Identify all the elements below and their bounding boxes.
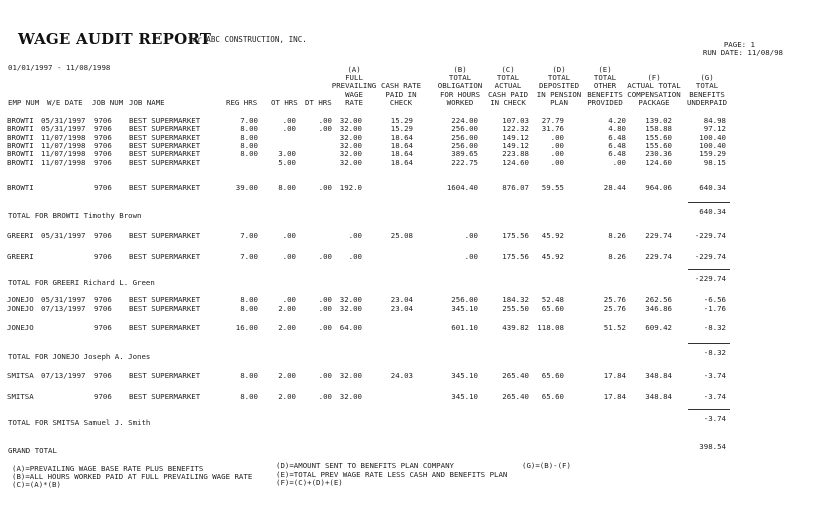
- cell-date: 11/07/1998: [41, 158, 86, 167]
- cell-c: 255.50: [502, 304, 529, 313]
- employee-total-label: TOTAL FOR BROWTI Timothy Brown: [8, 211, 142, 220]
- cell-cash-rate: 23.04: [390, 295, 413, 304]
- cell-date: 11/07/1998: [41, 149, 86, 158]
- header-a-line: FULL: [345, 73, 363, 83]
- cell-emp: SMITSA: [7, 371, 34, 380]
- cell-c: 876.07: [502, 183, 529, 192]
- cell-b: 345.10: [451, 304, 478, 313]
- cell-reg-hrs: 7.00: [240, 252, 258, 261]
- cell-b: 1604.40: [446, 183, 478, 192]
- cell-e: 17.84: [603, 371, 626, 380]
- cell-g: 100.40: [699, 133, 726, 142]
- cell-job-name: BEST SUPERMARKET: [129, 183, 201, 192]
- cell-job-name: BEST SUPERMARKET: [129, 149, 201, 158]
- cell-job: 9706: [94, 183, 112, 192]
- cell-emp: BROWTI: [7, 116, 34, 125]
- cell-g: 84.98: [703, 116, 726, 125]
- cell-g: 100.40: [699, 141, 726, 150]
- cell-job: 9706: [94, 295, 112, 304]
- employee-total-value: 640.34: [699, 207, 726, 216]
- cell-d: 27.79: [541, 116, 564, 125]
- legend-a: (A)=PREVAILING WAGE BASE RATE PLUS BENEFITS: [12, 464, 204, 473]
- cell-job: 9706: [94, 133, 112, 142]
- cell-d: 65.60: [541, 304, 564, 313]
- cell-e: 25.76: [603, 304, 626, 313]
- cell-job: 9706: [94, 371, 112, 380]
- header-d-line: (D): [552, 64, 566, 74]
- cell-b: 256.00: [451, 141, 478, 150]
- cell-job-name: BEST SUPERMARKET: [129, 141, 201, 150]
- header-c-line: ACTUAL: [494, 81, 522, 91]
- cell-cash-rate: 24.03: [390, 371, 413, 380]
- cell-job: 9706: [94, 304, 112, 313]
- cell-b: 601.10: [451, 323, 478, 332]
- total-rule: [688, 409, 730, 410]
- cell-job: 9706: [94, 116, 112, 125]
- cell-job-name: BEST SUPERMARKET: [129, 304, 201, 313]
- cell-reg-hrs: 7.00: [240, 116, 258, 125]
- cell-dt-hrs: .00: [318, 392, 332, 401]
- cell-c: 184.32: [502, 295, 529, 304]
- cell-b: 256.00: [451, 295, 478, 304]
- cell-ot-hrs: .00: [282, 231, 296, 240]
- cell-dt-hrs: .00: [318, 116, 332, 125]
- cell-e: 6.48: [608, 133, 626, 142]
- cell-rate: 64.00: [339, 323, 362, 332]
- cell-emp: SMITSA: [7, 392, 34, 401]
- cell-ot-hrs: 2.00: [278, 323, 296, 332]
- company-name: for ABC CONSTRUCTION, INC.: [188, 35, 307, 44]
- legend-g: (G)=(B)-(F): [522, 461, 571, 470]
- cell-rate: 32.00: [339, 304, 362, 313]
- header-d-line: PLAN: [550, 98, 568, 107]
- header-f-line: PACKAGE: [638, 98, 670, 107]
- employee-total-label: TOTAL FOR SMITSA Samuel J. Smith: [8, 418, 151, 427]
- cell-job-name: BEST SUPERMARKET: [129, 323, 201, 332]
- cell-c: 175.56: [502, 252, 529, 261]
- header-d-line: DEPOSITED: [538, 81, 580, 91]
- legend-f: (F)=(C)+(D)+(E): [276, 478, 343, 487]
- run-date: RUN DATE: 11/08/98: [702, 48, 783, 57]
- cell-e: 25.76: [603, 295, 626, 304]
- header-g-line: UNDERPAID: [686, 98, 728, 107]
- cell-e: 6.48: [608, 149, 626, 158]
- header-f-line: ACTUAL TOTAL: [627, 81, 681, 91]
- cell-e: 6.48: [608, 141, 626, 150]
- cell-g: 98.15: [703, 158, 726, 167]
- cell-dt-hrs: .00: [318, 124, 332, 133]
- cell-job: 9706: [94, 158, 112, 167]
- cell-job: 9706: [94, 149, 112, 158]
- cell-d: .00: [550, 158, 564, 167]
- cell-f: 262.56: [645, 295, 672, 304]
- cell-ot-hrs: 5.00: [278, 158, 296, 167]
- header-job-name: JOB NAME: [129, 98, 165, 107]
- header-f-line: COMPENSATION: [627, 89, 681, 99]
- cell-reg-hrs: 8.00: [240, 149, 258, 158]
- cell-dt-hrs: .00: [318, 252, 332, 261]
- cell-reg-hrs: 8.00: [240, 304, 258, 313]
- employee-total-label: TOTAL FOR GREERI Richard L. Green: [8, 278, 155, 287]
- cell-g: -229.74: [694, 252, 726, 261]
- header-b-line: FOR HOURS: [439, 89, 481, 99]
- legend-e: (E)=TOTAL PREV WAGE RATE LESS CASH AND BENEFITS PLAN: [276, 470, 508, 479]
- cell-job: 9706: [94, 252, 112, 261]
- cell-job-name: BEST SUPERMARKET: [129, 392, 201, 401]
- cell-f: 964.06: [645, 183, 672, 192]
- cell-g: -229.74: [694, 231, 726, 240]
- cell-b: .00: [464, 231, 478, 240]
- header-cash-rate-line: PAID IN: [385, 89, 417, 99]
- header-f-line: (F): [647, 73, 661, 83]
- cell-g: -1.76: [703, 304, 726, 313]
- cell-e: 17.84: [603, 392, 626, 401]
- cell-job-name: BEST SUPERMARKET: [129, 295, 201, 304]
- cell-ot-hrs: .00: [282, 252, 296, 261]
- cell-g: -8.32: [703, 323, 726, 332]
- cell-e: .00: [612, 158, 626, 167]
- total-rule: [688, 269, 730, 270]
- header-g-line: (G): [700, 73, 714, 83]
- header-a-line: (A): [347, 64, 361, 74]
- cell-f: 346.86: [645, 304, 672, 313]
- total-rule: [688, 343, 730, 344]
- cell-e: 51.52: [603, 323, 626, 332]
- cell-cash-rate: 23.04: [390, 304, 413, 313]
- cell-emp: JONEJO: [7, 295, 34, 304]
- header-dt-hrs: DT HRS: [305, 98, 332, 107]
- report-title: WAGE AUDIT REPORT: [18, 30, 212, 48]
- cell-job: 9706: [94, 124, 112, 133]
- cell-job: 9706: [94, 392, 112, 401]
- cell-b: 222.75: [451, 158, 478, 167]
- cell-e: 28.44: [603, 183, 626, 192]
- cell-ot-hrs: .00: [282, 124, 296, 133]
- header-a-line: PREVAILING: [331, 81, 377, 91]
- header-e-line: PROVIDED: [587, 98, 623, 107]
- cell-f: 229.74: [645, 231, 672, 240]
- cell-emp: GREERI: [7, 231, 34, 240]
- cell-f: 155.60: [645, 141, 672, 150]
- cell-dt-hrs: .00: [318, 183, 332, 192]
- cell-dt-hrs: .00: [318, 323, 332, 332]
- cell-g: -6.56: [703, 295, 726, 304]
- header-ot-hrs: OT HRS: [271, 98, 298, 107]
- cell-f: 609.42: [645, 323, 672, 332]
- cell-d: .00: [550, 141, 564, 150]
- cell-date: 05/31/1997: [41, 295, 86, 304]
- cell-reg-hrs: 8.00: [240, 295, 258, 304]
- employee-total-value: -229.74: [694, 274, 726, 283]
- cell-c: 265.40: [502, 371, 529, 380]
- cell-d: 59.55: [541, 183, 564, 192]
- cell-job-name: BEST SUPERMARKET: [129, 124, 201, 133]
- cell-reg-hrs: 8.00: [240, 124, 258, 133]
- header-g-line: TOTAL: [695, 81, 719, 91]
- cell-reg-hrs: 16.00: [235, 323, 258, 332]
- cell-reg-hrs: 8.00: [240, 392, 258, 401]
- header-b-line: TOTAL: [448, 73, 472, 83]
- cell-emp: BROWTI: [7, 141, 34, 150]
- cell-g: 97.12: [703, 124, 726, 133]
- cell-b: 256.00: [451, 124, 478, 133]
- cell-dt-hrs: .00: [318, 304, 332, 313]
- cell-cash-rate: 15.29: [390, 124, 413, 133]
- employee-total-value: -3.74: [703, 414, 726, 423]
- cell-reg-hrs: 7.00: [240, 231, 258, 240]
- cell-dt-hrs: .00: [318, 371, 332, 380]
- cell-rate: .00: [348, 231, 362, 240]
- legend-d: (D)=AMOUNT SENT TO BENEFITS PLAN COMPANY: [276, 461, 454, 470]
- header-e-line: OTHER: [593, 81, 617, 91]
- cell-b: .00: [464, 252, 478, 261]
- header-b-line: (B): [453, 64, 467, 74]
- page-number: PAGE: 1: [723, 40, 755, 49]
- header-emp-num: EMP NUM: [8, 98, 40, 107]
- cell-f: 229.74: [645, 252, 672, 261]
- cell-ot-hrs: 2.00: [278, 371, 296, 380]
- cell-rate: 32.00: [339, 371, 362, 380]
- cell-job-name: BEST SUPERMARKET: [129, 252, 201, 261]
- cell-job: 9706: [94, 141, 112, 150]
- cell-f: 230.36: [645, 149, 672, 158]
- cell-rate: 32.00: [339, 133, 362, 142]
- cell-cash-rate: 18.64: [390, 133, 413, 142]
- cell-cash-rate: 18.64: [390, 149, 413, 158]
- header-cash-rate-line: CHECK: [389, 98, 413, 107]
- cell-emp: BROWTI: [7, 158, 34, 167]
- cell-b: 224.00: [451, 116, 478, 125]
- cell-reg-hrs: 8.00: [240, 133, 258, 142]
- header-c-line: TOTAL: [496, 73, 520, 83]
- cell-job-name: BEST SUPERMARKET: [129, 133, 201, 142]
- cell-date: 05/31/1997: [41, 116, 86, 125]
- cell-emp: JONEJO: [7, 323, 34, 332]
- cell-b: 345.10: [451, 371, 478, 380]
- cell-ot-hrs: .00: [282, 295, 296, 304]
- cell-job-name: BEST SUPERMARKET: [129, 371, 201, 380]
- report-period: 01/01/1997 - 11/08/1998: [8, 63, 111, 72]
- cell-b: 389.65: [451, 149, 478, 158]
- header-a-line: RATE: [345, 98, 363, 107]
- header-e-line: (E): [598, 64, 612, 74]
- header-we-date: W/E DATE: [47, 98, 83, 107]
- cell-reg-hrs: 8.00: [240, 141, 258, 150]
- cell-e: 4.80: [608, 124, 626, 133]
- grand-total-label: GRAND TOTAL: [8, 446, 57, 455]
- cell-c: 107.03: [502, 116, 529, 125]
- cell-date: 11/07/1998: [41, 141, 86, 150]
- cell-f: 155.60: [645, 133, 672, 142]
- cell-d: 65.60: [541, 392, 564, 401]
- cell-c: 175.56: [502, 231, 529, 240]
- header-e-line: BENEFITS: [587, 89, 623, 99]
- cell-g: 159.29: [699, 149, 726, 158]
- employee-total-value: -8.32: [703, 348, 726, 357]
- total-rule: [688, 202, 730, 203]
- header-cash-rate-line: CASH RATE: [381, 81, 422, 91]
- header-reg-hrs: REG HRS: [226, 98, 258, 107]
- cell-d: 45.92: [541, 252, 564, 261]
- header-d-line: IN PENSION: [536, 89, 582, 99]
- cell-b: 256.00: [451, 133, 478, 142]
- cell-c: 223.88: [502, 149, 529, 158]
- header-g-line: BENEFITS: [689, 89, 725, 99]
- cell-d: 45.92: [541, 231, 564, 240]
- cell-e: 4.20: [608, 116, 626, 125]
- cell-dt-hrs: .00: [318, 295, 332, 304]
- cell-c: 265.40: [502, 392, 529, 401]
- cell-date: 07/13/1997: [41, 371, 86, 380]
- cell-g: -3.74: [703, 392, 726, 401]
- cell-f: 139.02: [645, 116, 672, 125]
- cell-c: 149.12: [502, 141, 529, 150]
- cell-emp: BROWTI: [7, 124, 34, 133]
- cell-ot-hrs: 2.00: [278, 304, 296, 313]
- cell-e: 8.26: [608, 252, 626, 261]
- cell-rate: 32.00: [339, 141, 362, 150]
- cell-job-name: BEST SUPERMARKET: [129, 116, 201, 125]
- cell-emp: JONEJO: [7, 304, 34, 313]
- cell-rate: 192.0: [339, 183, 362, 192]
- legend-b: (B)=ALL HOURS WORKED PAID AT FULL PREVAILING WAGE RATE: [12, 472, 253, 481]
- header-b-line: OBLIGATION: [437, 81, 483, 91]
- cell-ot-hrs: 2.00: [278, 392, 296, 401]
- cell-job-name: BEST SUPERMARKET: [129, 231, 201, 240]
- cell-emp: GREERI: [7, 252, 34, 261]
- cell-e: 8.26: [608, 231, 626, 240]
- cell-job-name: BEST SUPERMARKET: [129, 158, 201, 167]
- cell-d: .00: [550, 133, 564, 142]
- cell-emp: BROWTI: [7, 133, 34, 142]
- legend-c: (C)=(A)*(B): [12, 480, 61, 489]
- cell-rate: 32.00: [339, 149, 362, 158]
- header-e-line: TOTAL: [593, 73, 617, 83]
- employee-total-label: TOTAL FOR JONEJO Joseph A. Jones: [8, 352, 151, 361]
- cell-rate: 32.00: [339, 158, 362, 167]
- cell-reg-hrs: 8.00: [240, 371, 258, 380]
- cell-rate: 32.00: [339, 295, 362, 304]
- cell-d: 65.60: [541, 371, 564, 380]
- cell-f: 158.88: [645, 124, 672, 133]
- cell-c: 149.12: [502, 133, 529, 142]
- cell-cash-rate: 18.64: [390, 141, 413, 150]
- cell-d: 31.76: [541, 124, 564, 133]
- header-c-line: IN CHECK: [490, 98, 526, 107]
- cell-date: 07/13/1997: [41, 304, 86, 313]
- cell-ot-hrs: .00: [282, 116, 296, 125]
- cell-rate: 32.00: [339, 116, 362, 125]
- cell-date: 05/31/1997: [41, 231, 86, 240]
- header-c-line: (C): [501, 64, 515, 74]
- cell-rate: 32.00: [339, 392, 362, 401]
- cell-emp: BROWTI: [7, 183, 34, 192]
- cell-f: 124.60: [645, 158, 672, 167]
- cell-job: 9706: [94, 323, 112, 332]
- cell-reg-hrs: 39.00: [235, 183, 258, 192]
- cell-emp: BROWTI: [7, 149, 34, 158]
- cell-cash-rate: 15.29: [390, 116, 413, 125]
- cell-rate: .00: [348, 252, 362, 261]
- cell-d: .00: [550, 149, 564, 158]
- cell-job: 9706: [94, 231, 112, 240]
- header-b-line: WORKED: [446, 98, 474, 107]
- cell-c: 439.82: [502, 323, 529, 332]
- header-c-line: CASH PAID: [487, 89, 529, 99]
- cell-ot-hrs: 8.00: [278, 183, 296, 192]
- cell-c: 124.60: [502, 158, 529, 167]
- cell-rate: 32.00: [339, 124, 362, 133]
- cell-d: 118.08: [537, 323, 564, 332]
- cell-date: 05/31/1997: [41, 124, 86, 133]
- header-a-line: WAGE: [345, 89, 363, 99]
- cell-d: 52.48: [541, 295, 564, 304]
- cell-f: 348.84: [645, 371, 672, 380]
- header-d-line: TOTAL: [547, 73, 571, 83]
- cell-date: 11/07/1998: [41, 133, 86, 142]
- cell-cash-rate: 18.64: [390, 158, 413, 167]
- cell-c: 122.32: [502, 124, 529, 133]
- cell-g: -3.74: [703, 371, 726, 380]
- cell-g: 640.34: [699, 183, 726, 192]
- cell-cash-rate: 25.08: [390, 231, 413, 240]
- cell-b: 345.10: [451, 392, 478, 401]
- cell-ot-hrs: 3.00: [278, 149, 296, 158]
- grand-total-value: 398.54: [699, 442, 726, 451]
- header-job-num: JOB NUM: [92, 98, 124, 107]
- cell-f: 348.84: [645, 392, 672, 401]
